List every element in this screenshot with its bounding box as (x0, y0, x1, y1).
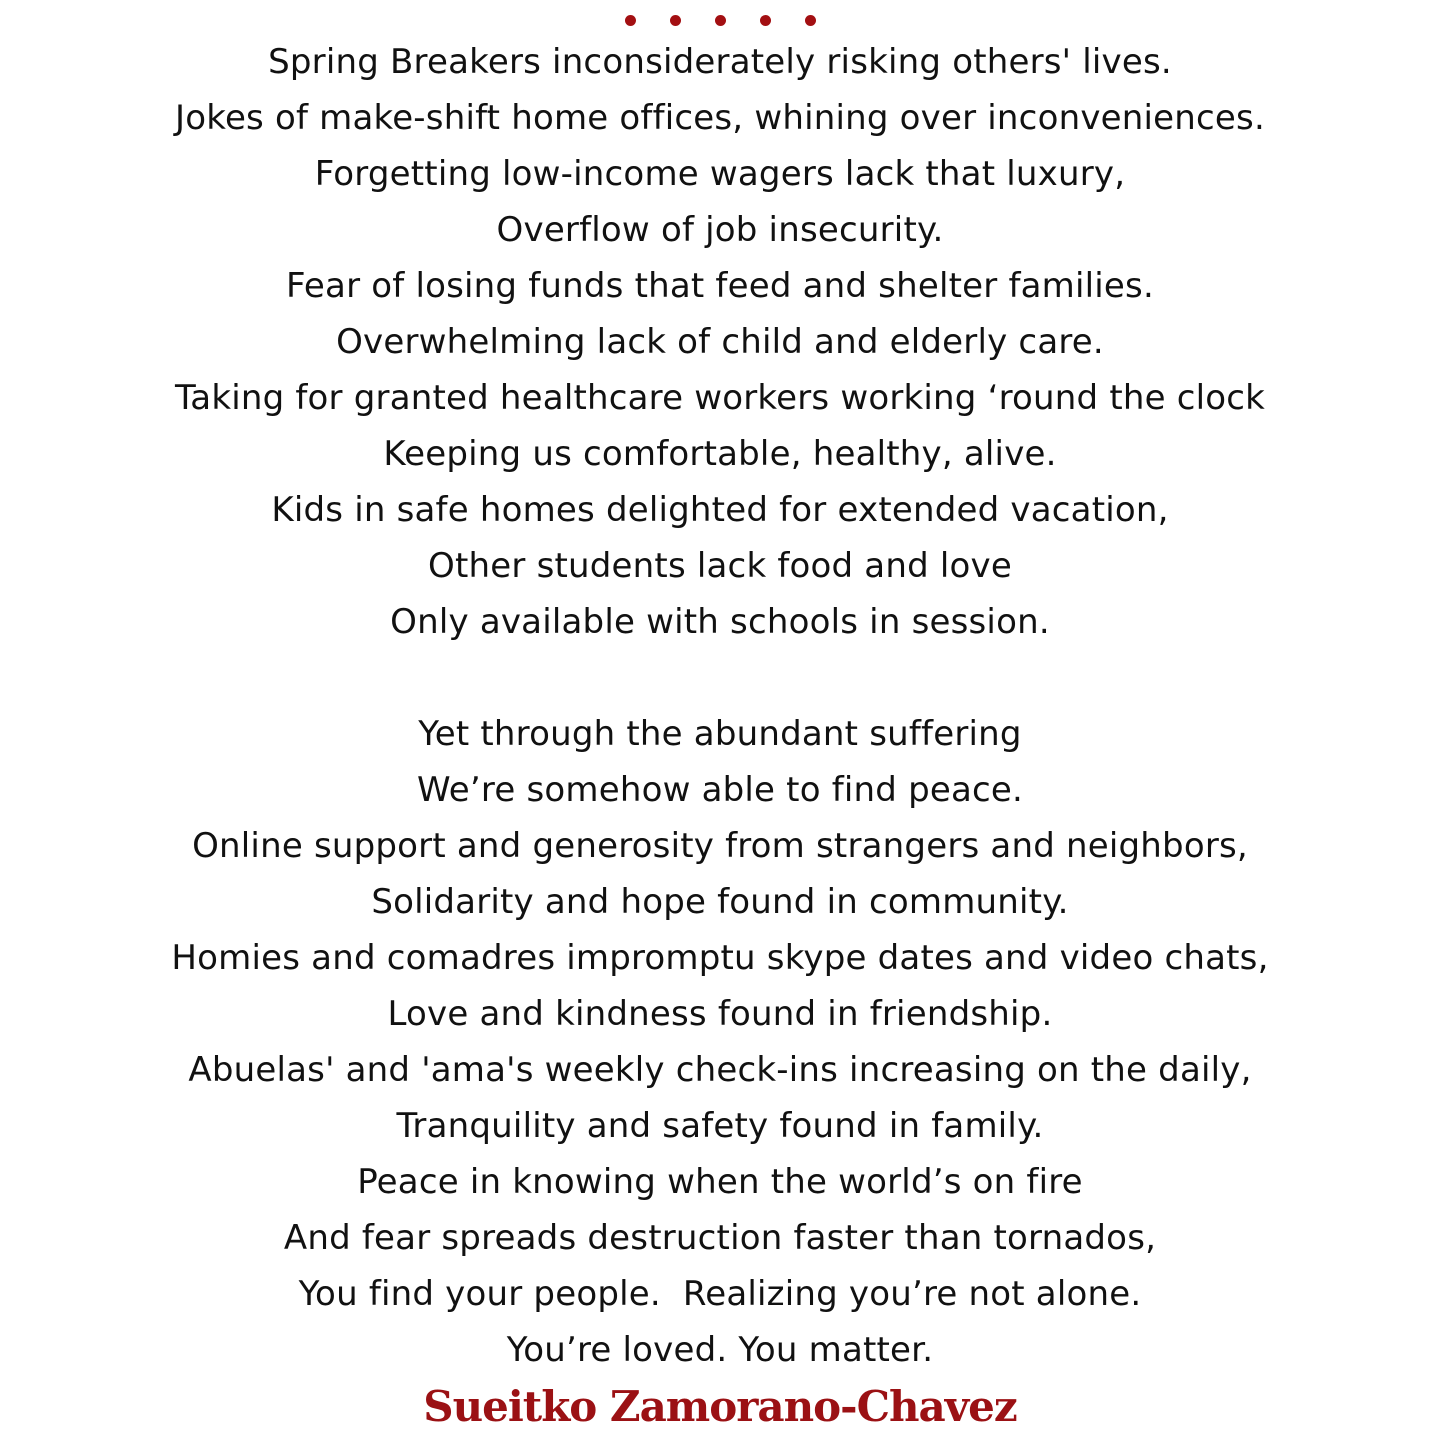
dot-icon (805, 15, 816, 26)
poem-line: Keeping us comfortable, healthy, alive. (383, 434, 1057, 474)
poem-line: Homies and comadres impromptu skype dates and video chats, (171, 938, 1269, 978)
poem-line: Abuelas' and 'ama's weekly check-ins increasing on the daily, (188, 1050, 1252, 1090)
poem-line: Overwhelming lack of child and elderly care. (336, 322, 1104, 362)
poem-line: Taking for granted healthcare workers working ‘round the clock (174, 378, 1266, 418)
poem-line: Solidarity and hope found in community. (371, 882, 1069, 922)
poem-line: Jokes of make-shift home offices, whining over inconveniences. (175, 98, 1265, 138)
poem-line: You find your people. Realizing you’re not alone. (298, 1274, 1142, 1314)
decorative-dots (0, 15, 1440, 26)
poem-line: Love and kindness found in friendship. (387, 994, 1053, 1034)
poem-line: Online support and generosity from strangers and neighbors, (192, 826, 1248, 866)
dot-icon (625, 15, 636, 26)
poem-line: Overflow of job insecurity. (496, 210, 944, 250)
poem-line: We’re somehow able to find peace. (416, 770, 1024, 810)
poem-line: Other students lack food and love (428, 546, 1012, 586)
poem-line: And fear spreads destruction faster than tornados, (283, 1218, 1157, 1258)
poem-line: You’re loved. You matter. (506, 1330, 934, 1370)
poem-line: Kids in safe homes delighted for extended vacation, (271, 490, 1169, 530)
poem-line: Spring Breakers inconsiderately risking others' lives. (268, 42, 1172, 82)
dot-icon (670, 15, 681, 26)
poem-line: Forgetting low-income wagers lack that luxury, (314, 154, 1126, 194)
poem-line: Yet through the abundant suffering (418, 714, 1022, 754)
poem-line: Peace in knowing when the world’s on fire (357, 1162, 1083, 1202)
author-name: Sueitko Zamorano-Chavez (423, 1382, 1017, 1431)
dot-icon (760, 15, 771, 26)
dot-icon (715, 15, 726, 26)
poem-line: Fear of losing funds that feed and shelter families. (286, 266, 1154, 306)
poem-body (0, 34, 1440, 1378)
poem-line: Only available with schools in session. (390, 602, 1050, 642)
poem-line: Tranquility and safety found in family. (396, 1106, 1044, 1146)
stanza-break (0, 650, 1440, 706)
